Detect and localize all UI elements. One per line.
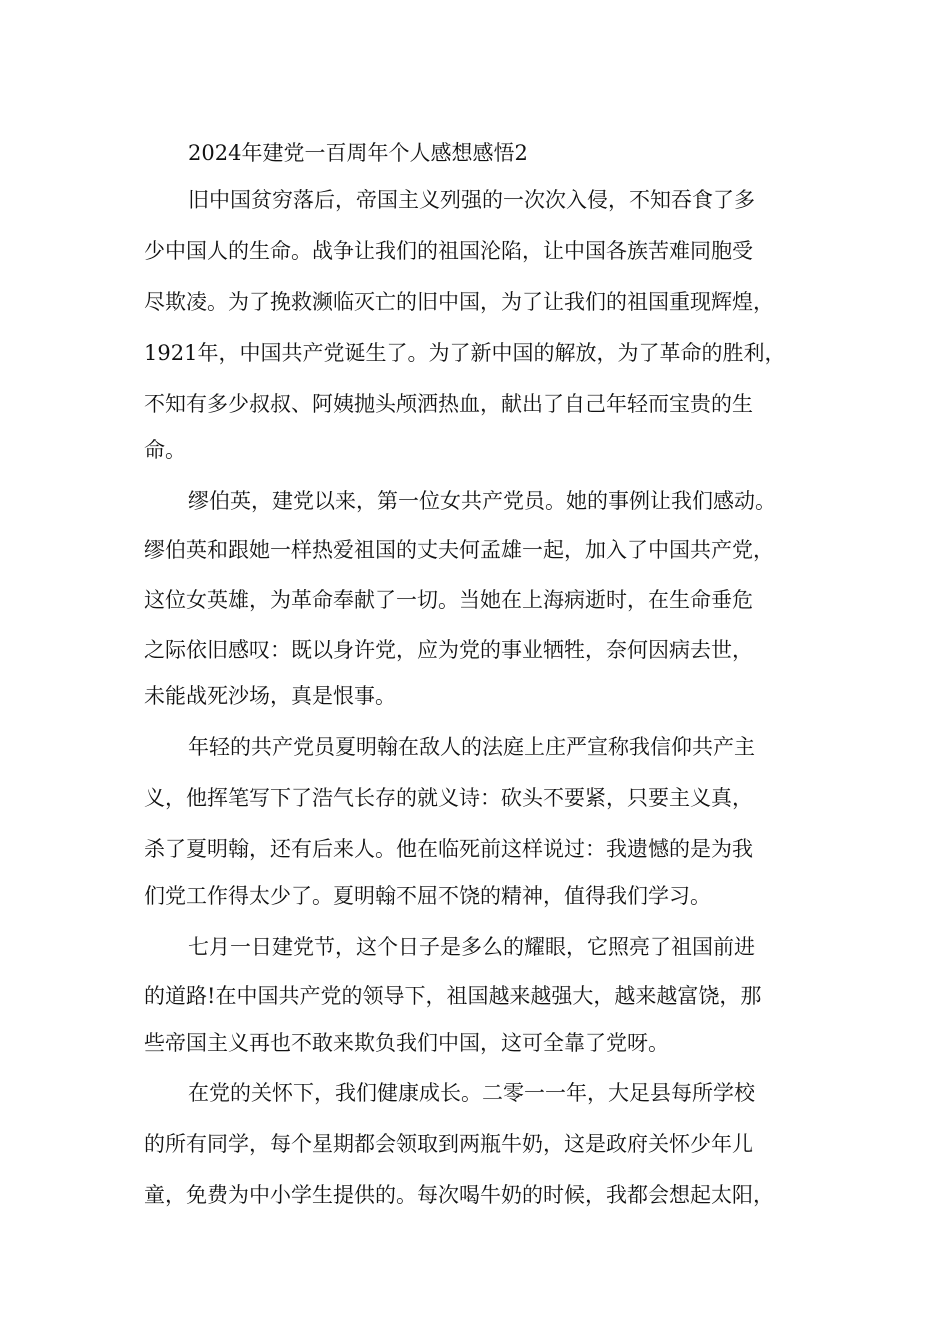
document-title: 2024年建党一百周年个人感想感悟2 <box>188 141 528 165</box>
text-line: 尽欺凌。为了挽救濒临灭亡的旧中国，为了让我们的祖国重现辉煌， <box>144 290 774 314</box>
text-line: 义，他挥笔写下了浩气长存的就义诗：砍头不要紧，只要主义真， <box>144 786 753 810</box>
text-line: 这位女英雄，为革命奉献了一切。当她在上海病逝时，在生命垂危 <box>144 588 753 612</box>
text-line: 命。 <box>144 438 186 462</box>
text-line: 少中国人的生命。战争让我们的祖国沦陷，让中国各族苦难同胞受 <box>144 239 753 263</box>
text-line: 童，免费为中小学生提供的。每次喝牛奶的时候，我都会想起太阳， <box>144 1183 774 1207</box>
text-line: 年轻的共产党员夏明翰在敌人的法庭上庄严宣称我信仰共产主 <box>188 735 755 759</box>
text-line: 们党工作得太少了。夏明翰不屈不饶的精神，值得我们学习。 <box>144 884 711 908</box>
text-line: 未能战死沙场，真是恨事。 <box>144 684 396 708</box>
text-line: 在党的关怀下，我们健康成长。二零一一年，大足县每所学校 <box>188 1081 755 1105</box>
text-line: 的道路!在中国共产党的领导下，祖国越来越强大，越来越富饶，那 <box>144 984 762 1008</box>
text-line: 的所有同学，每个星期都会领取到两瓶牛奶，这是政府关怀少年儿 <box>144 1132 753 1156</box>
text-line: 杀了夏明翰，还有后来人。他在临死前这样说过：我遗憾的是为我 <box>144 837 753 861</box>
text-line: 旧中国贫穷落后，帝国主义列强的一次次入侵，不知吞食了多 <box>188 188 755 212</box>
text-line: 些帝国主义再也不敢来欺负我们中国，这可全靠了党呀。 <box>144 1031 669 1055</box>
text-line: 缪伯英和跟她一样热爱祖国的丈夫何孟雄一起，加入了中国共产党， <box>144 538 774 562</box>
text-line: 七月一日建党节，这个日子是多么的耀眼，它照亮了祖国前进 <box>188 935 755 959</box>
text-line: 缪伯英，建党以来，第一位女共产党员。她的事例让我们感动。 <box>188 489 776 513</box>
text-line: 1921年，中国共产党诞生了。为了新中国的解放，为了革命的胜利， <box>144 341 786 365</box>
text-line: 不知有多少叔叔、阿姨抛头颅洒热血，献出了自己年轻而宝贵的生 <box>144 392 753 416</box>
text-line: 之际依旧感叹：既以身许党，应为党的事业牺牲，奈何因病去世， <box>144 638 753 662</box>
